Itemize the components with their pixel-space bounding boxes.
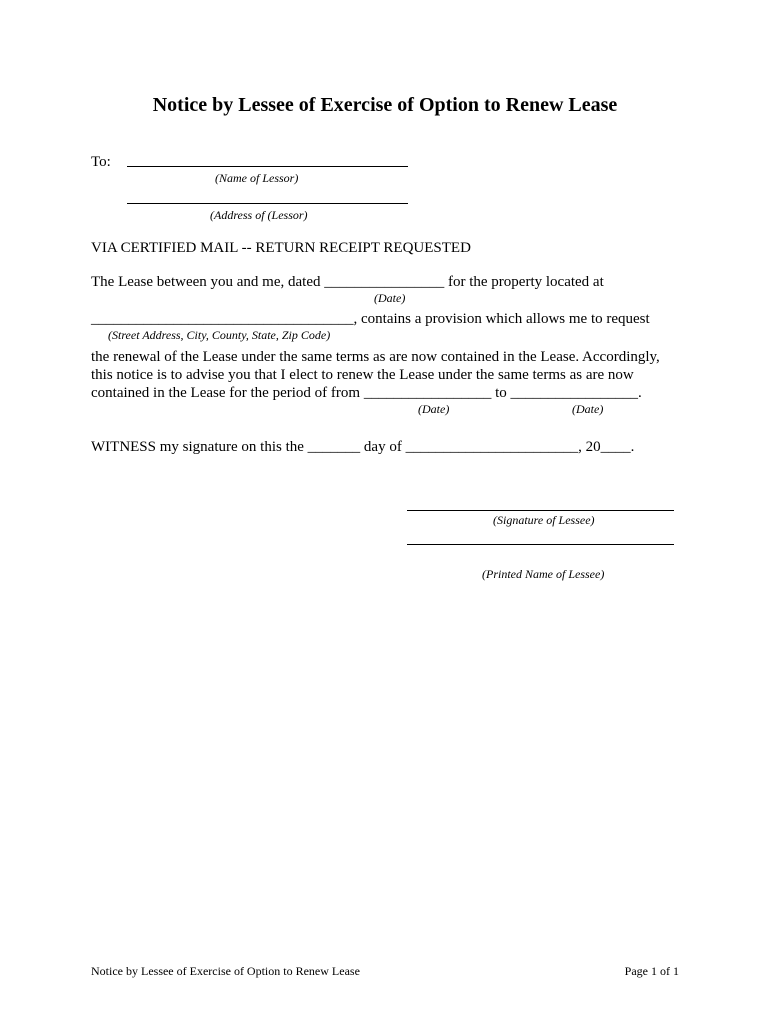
period-to-blank: _________________ [510, 385, 638, 401]
printed-name-line [407, 544, 674, 545]
witness-day-of: day of [363, 439, 402, 455]
witness-month-blank: _______________________ [405, 439, 579, 455]
witness-year-prefix: , 20 [578, 439, 601, 455]
witness-year-blank: ____ [600, 439, 631, 455]
lessor-name-caption: (Name of Lessor) [215, 171, 299, 185]
para1-line2 [91, 310, 650, 328]
lease-date-caption: (Date) [374, 291, 406, 305]
to-label: To: [91, 154, 111, 170]
via-certified-mail-line: VIA CERTIFIED MAIL -- RETURN RECEIPT REQUESTED [91, 240, 471, 256]
lessor-name-line [127, 166, 408, 167]
para2-line3 [91, 384, 642, 402]
period-from-blank: _________________ [363, 385, 492, 401]
period-from-caption: (Date) [418, 402, 450, 416]
signature-caption: (Signature of Lessee) [493, 513, 595, 527]
lessor-address-line [127, 203, 408, 204]
printed-name-caption: (Printed Name of Lessee) [482, 567, 605, 581]
para2-line1: the renewal of the Lease under the same terms as are now contained in the Lease. Accordingly, [91, 349, 660, 365]
witness-start: WITNESS my signature on this the [91, 439, 304, 455]
para2-line3-start: contained in the Lease for the period of from [91, 385, 361, 401]
witness-end: . [630, 439, 635, 455]
property-address-blank: ___________________________________ [91, 311, 354, 327]
para1-line1-start: The Lease between you and me, dated [91, 274, 321, 290]
period-to-word: to [495, 385, 507, 401]
lease-date-blank: ________________ [324, 274, 445, 290]
footer-page-number: Page 1 of 1 [624, 964, 679, 978]
period-to-caption: (Date) [572, 402, 604, 416]
footer-title: Notice by Lessee of Exercise of Option to Renew Lease [91, 964, 360, 978]
property-address-caption: (Street Address, City, County, State, Zip Code) [108, 328, 331, 342]
lessor-address-caption: (Address of (Lessor) [210, 208, 308, 222]
period-end-dot: . [637, 385, 642, 401]
para1-line2-end: , contains a provision which allows me to request [353, 311, 650, 327]
witness-day-blank: _______ [307, 439, 361, 455]
witness-line [91, 438, 634, 456]
para1-line1 [91, 273, 604, 291]
document-title: Notice by Lessee of Exercise of Option to Renew Lease [152, 94, 618, 116]
para2-line2: this notice is to advise you that I elect to renew the Lease under the same terms as are now [91, 367, 634, 383]
signature-line [407, 510, 674, 511]
para1-line1-end: for the property located at [447, 274, 604, 290]
